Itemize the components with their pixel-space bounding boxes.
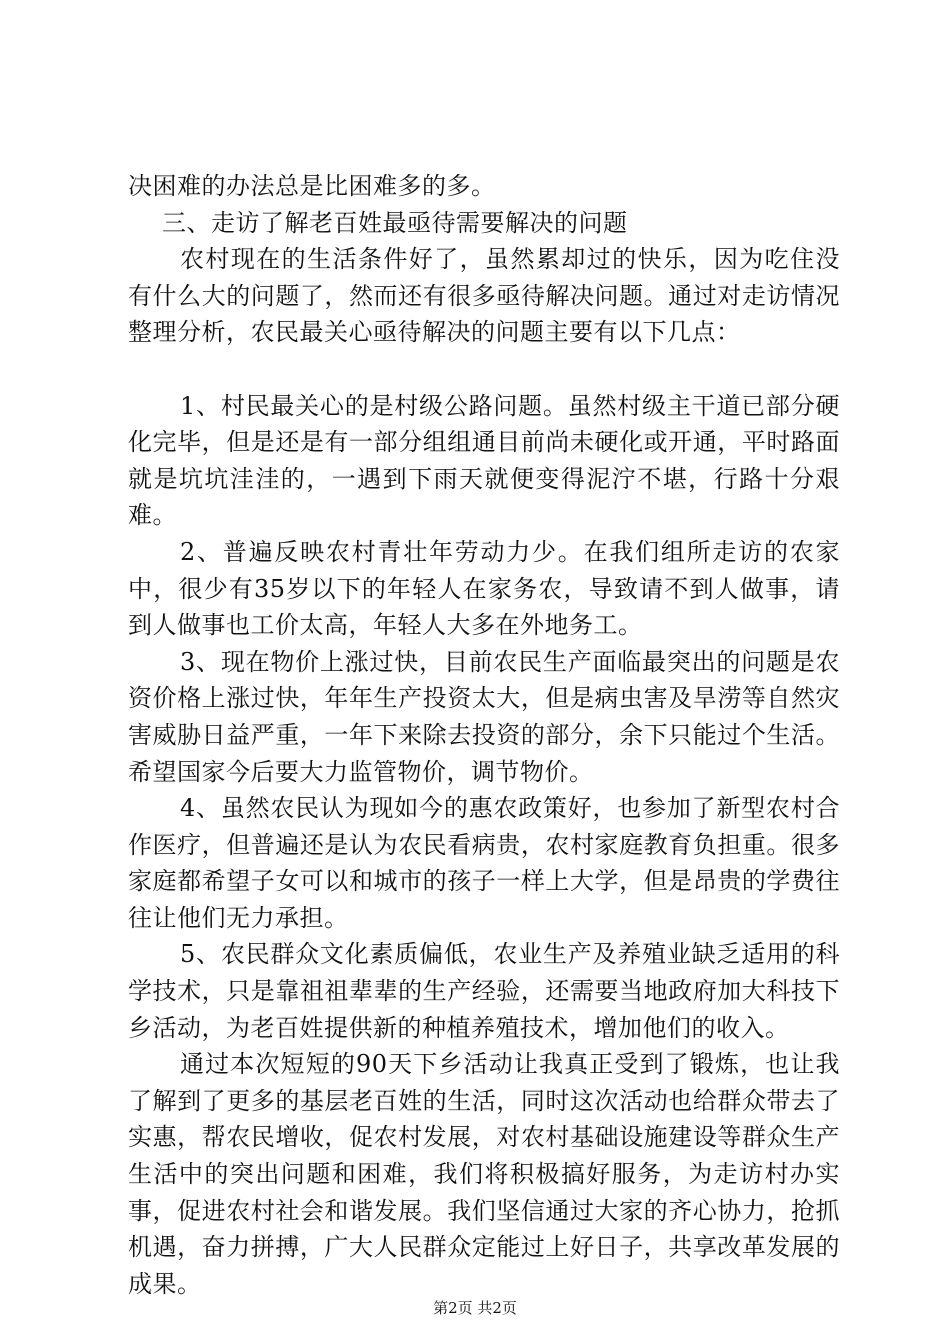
- section-heading: 三、走访了解老百姓最亟待需要解决的问题: [162, 208, 628, 237]
- list-item-1: 1、村民最关心的是村级公路问题。虽然村级主干道已部分硬化完毕，但是还是有一部分组组通目前尚未硬化或开通，平时路面就是坑坑洼洼的，一遇到下雨天就便变得泥泞不堪，行路十分艰难。: [128, 391, 840, 530]
- paragraph-intro: 农村现在的生活条件好了，虽然累却过的快乐，因为吃住没有什么大的问题了，然而还有很多亟待解决问题。通过对走访情况整理分析，农民最关心亟待解决的问题主要有以下几点：: [128, 245, 840, 347]
- paragraph-conclusion: 通过本次短短的90天下乡活动让我真正受到了锻炼，也让我了解到了更多的基层老百姓的生活，同时这次活动也给群众带去了实惠，帮农民增收，促农村发展，对农村基础设施建设等群众生产生活中的突出问题和困难，我们将积极搞好服务，为走访村办实事，促进农村社会和谐发展。我们坚信通过大家的齐心协力，抢抓机遇，奋力拼搏，广大人民群众定能过上好日子，共享改革发展的成果。: [128, 1050, 840, 1298]
- paragraph-spacer: [128, 351, 840, 388]
- page-footer: 第2页 共2页: [433, 1299, 517, 1317]
- list-item-2: 2、普遍反映农村青壮年劳动力少。在我们组所走访的农家中，很少有35岁以下的年轻人在家务农，导致请不到人做事，请到人做事也工价太高，年轻人大多在外地务工。: [128, 537, 840, 640]
- paragraph-continuation: 决困难的办法总是比困难多的多。: [128, 172, 496, 200]
- list-item-3: 3、现在物价上涨过快，目前农民生产面临最突出的问题是农资价格上涨过快，年年生产投资太大，但是病虫害及旱涝等自然灾害威胁日益严重，一年下来除去投资的部分，余下只能过个生活。希望国家今后要大力监管物价，调节物价。: [128, 647, 840, 786]
- document-body: [128, 168, 840, 1302]
- list-item-5: 5、农民群众文化素质偏低，农业生产及养殖业缺乏适用的科学技术，只是靠祖祖辈辈的生产经验，还需要当地政府加大科技下乡活动，为老百姓提供新的种植养殖技术，增加他们的收入。: [128, 940, 840, 1042]
- list-item-4: 4、虽然农民认为现如今的惠农政策好，也参加了新型农村合作医疗，但普遍还是认为农民看病贵，农村家庭教育负担重。很多家庭都希望子女可以和城市的孩子一样上大学，但是昂贵的学费往往让他们无力承担。: [128, 794, 840, 932]
